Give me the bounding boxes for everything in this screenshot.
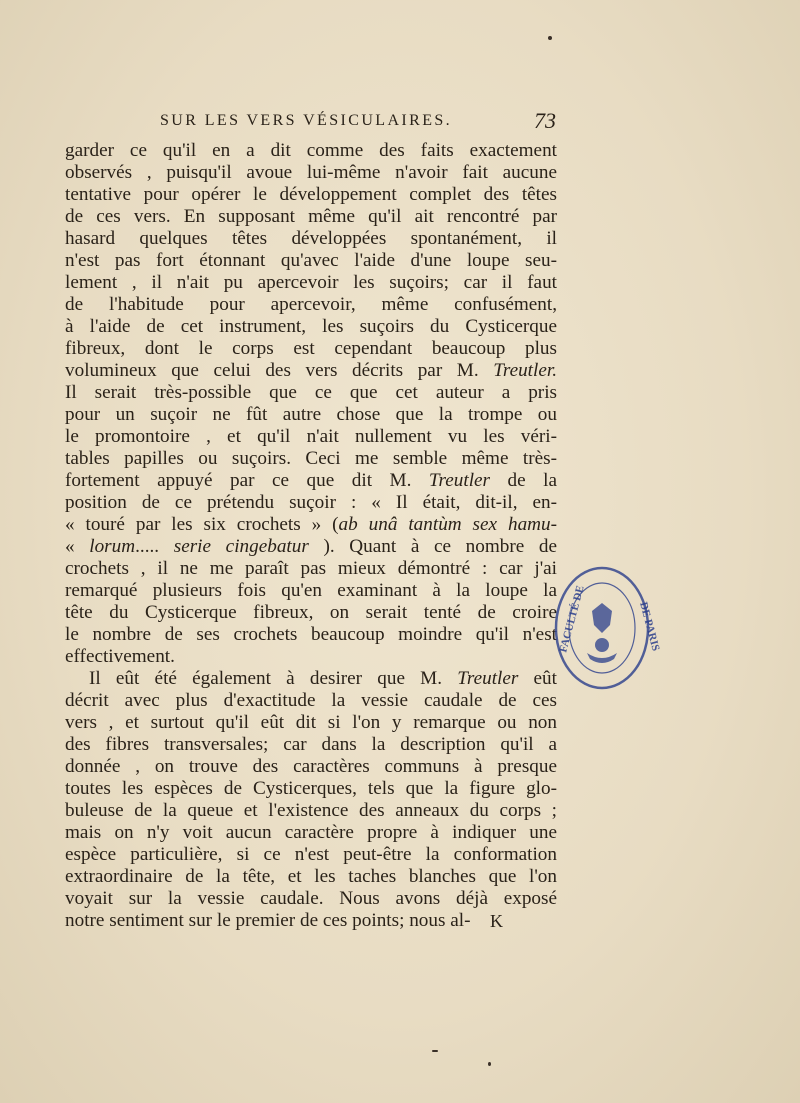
text-segment: tables papilles ou suçoirs. Ceci me semble même très-: [65, 448, 557, 469]
paper-speck: [548, 36, 552, 40]
text-line: [65, 910, 557, 932]
text-line: [65, 558, 557, 580]
text-line: [65, 602, 557, 624]
text-segment: fibreux, dont le corps est cependant beaucoup plus: [65, 338, 557, 359]
text-segment: tête du Cysticerque fibreux, on serait tenté de croire: [65, 602, 557, 623]
text-segment: observés , puisqu'il avoue lui-même n'avoir fait aucune: [65, 162, 557, 183]
text-segment: « touré par les six crochets » (: [65, 514, 339, 535]
text-segment: remarqué plusieurs fois qu'en examinant à la loupe la: [65, 580, 557, 601]
stamp-text-left: FACULTÉ DE: [557, 584, 587, 654]
text-segment: à l'aide de cet instrument, les suçoirs du Cysticerque: [65, 316, 557, 337]
text-segment: lement , il n'ait pu apercevoir les suçoirs; car il faut: [65, 272, 557, 293]
text-segment: donnée , on trouve des caractères communs à presque: [65, 756, 557, 777]
text-segment: eût: [518, 668, 557, 689]
text-segment: le nombre de ses crochets beaucoup moindre qu'il n'est: [65, 624, 557, 645]
running-title: SUR LES VERS VÉSICULAIRES.: [160, 112, 453, 129]
text-line: [65, 778, 557, 800]
text-line: [65, 162, 557, 184]
text-segment: le promontoire , et qu'il n'ait nullement vu les véri-: [65, 426, 557, 447]
text-segment: Il eût été également à desirer que M.: [89, 668, 458, 689]
text-segment: Treutler: [457, 668, 519, 689]
text-segment: garder ce qu'il en a dit comme des faits exactement: [65, 140, 557, 161]
text-segment: Treutler.: [493, 360, 557, 381]
text-line: [65, 404, 557, 426]
text-line: [65, 844, 557, 866]
text-segment: vers , et surtout qu'il eût dit si l'on y remarque ou non: [65, 712, 557, 733]
text-segment: crochets , il ne me paraît pas mieux démontré : car j'ai: [65, 558, 557, 579]
stamp-text-right: DE PARIS: [637, 600, 662, 653]
text-line: [65, 360, 557, 382]
text-line: [65, 470, 557, 492]
text-line: [65, 448, 557, 470]
text-line: [65, 690, 557, 712]
text-segment: décrit avec plus d'exactitude la vessie caudale de ces: [65, 690, 557, 711]
text-segment: effectivement.: [65, 646, 175, 667]
text-segment: Treutler: [428, 470, 491, 491]
text-segment: n'est pas fort étonnant qu'avec l'aide d'une loupe seu-: [65, 250, 557, 271]
text-segment: hasard quelques têtes développées spontanément, il: [65, 228, 557, 249]
text-line: [65, 756, 557, 778]
text-segment: extraordinaire de la tête, et les taches blanches que l'on: [65, 866, 557, 887]
text-segment: de l'habitude pour apercevoir, même confusément,: [65, 294, 557, 315]
text-line: [65, 272, 557, 294]
text-line: [65, 536, 557, 558]
text-segment: position de ce prétendu suçoir : « Il était, dit-il, en-: [65, 492, 557, 513]
text-segment: Il serait très-possible que ce que cet auteur a pris: [65, 382, 557, 403]
text-segment: .....: [135, 536, 174, 557]
text-segment: fortement appuyé par ce que dit M.: [65, 470, 429, 491]
text-line: [65, 866, 557, 888]
paper-speck: [488, 1062, 491, 1066]
text-line: [65, 646, 557, 668]
text-segment: lorum: [89, 536, 136, 557]
text-segment: ). Quant à ce nombre de: [308, 536, 558, 557]
text-line: [65, 624, 557, 646]
text-segment: tentative pour opérer le développement complet des têtes: [65, 184, 557, 205]
text-segment: ab unâ tantùm sex hamu-: [338, 514, 558, 535]
text-segment: voyait sur la vessie caudale. Nous avons déjà exposé: [65, 888, 557, 909]
text-segment: de la: [490, 470, 558, 491]
text-line: [65, 800, 557, 822]
text-segment: pour un suçoir ne fût autre chose que la trompe ou: [65, 404, 557, 425]
text-segment: buleuse de la queue et l'existence des anneaux du corps ;: [65, 800, 557, 821]
text-segment: «: [65, 536, 90, 557]
text-segment: de ces vers. En supposant même qu'il ait rencontré par: [65, 206, 557, 227]
text-segment: des fibres transversales; car dans la description qu'il a: [65, 734, 557, 755]
text-line: [65, 668, 557, 690]
body-text: [65, 140, 557, 932]
text-line: [65, 294, 557, 316]
paper-speck: [432, 1050, 438, 1052]
text-segment: espèce particulière, si ce n'est peut-être la conformation: [65, 844, 557, 865]
page-number: 73: [534, 108, 556, 133]
text-segment: volumineux que celui des vers décrits par M.: [65, 360, 494, 381]
library-stamp: [552, 563, 662, 693]
text-segment: mais on n'y voit aucun caractère propre à indiquer une: [65, 822, 557, 843]
text-line: [65, 426, 557, 448]
text-line: [65, 338, 557, 360]
text-line: [65, 514, 557, 536]
text-line: [65, 580, 557, 602]
text-line: [65, 382, 557, 404]
text-segment: toutes les espèces de Cysticerques, tels que la figure glo-: [65, 778, 557, 799]
text-line: [65, 184, 557, 206]
text-line: [65, 712, 557, 734]
text-line: [65, 250, 557, 272]
text-line: [65, 228, 557, 250]
text-line: [65, 822, 557, 844]
text-line: [65, 316, 557, 338]
text-line: [65, 888, 557, 910]
signature-mark: K: [490, 911, 503, 931]
text-segment: serie cingebatur: [173, 536, 309, 557]
text-line: [65, 734, 557, 756]
text-segment: notre sentiment sur le premier de ces points; nous al-: [65, 910, 471, 931]
text-line: [65, 492, 557, 514]
text-line: [65, 206, 557, 228]
text-line: [65, 140, 557, 162]
